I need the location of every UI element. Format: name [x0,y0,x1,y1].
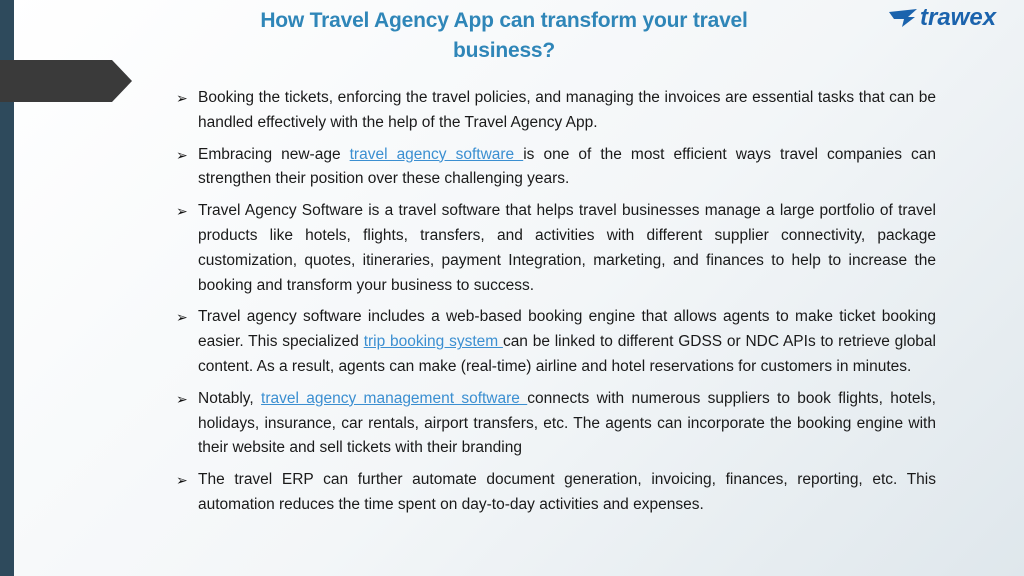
logo-swoosh-icon [888,8,918,28]
bullet-item [176,86,936,136]
bullet-text-segment: Notably, [198,389,262,407]
arrow-bullet-icon: ➢ [176,203,188,220]
bullet-text-segment: Booking the tickets, enforcing the travel policies, and managing the invoices are essential tasks that can be handled effectively with the help of the Travel Agency App. [198,89,936,131]
arrow-bullet-icon: ➢ [176,390,188,407]
bullet-text-segment: Embracing new-age [198,145,350,163]
bullet-item [176,387,936,461]
bullet-text-segment: The travel ERP can further automate document generation, invoicing, finances, reporting, etc. This automation reduces the time spent on day-to-day activities and expenses. [198,471,936,513]
arrow-bullet-icon: ➢ [176,309,188,326]
brand-logo [888,4,1018,32]
inline-link[interactable]: travel agency software [349,145,524,163]
bullet-text-segment: Travel agency software includes a web-based booking engine that allows agents to make ticket booking easier. This specialized [198,308,936,351]
bullet-list [176,86,936,525]
page-title: How Travel Agency App can transform your travel business? [260,9,748,62]
bullet-text [198,387,936,461]
bullet-text-segment: is one of the most efficient ways travel companies can strengthen their position over these challenging years. [198,145,936,188]
bullet-item [176,468,936,518]
bullet-item [176,305,936,379]
bullet-text [198,143,936,193]
arrow-bullet-icon: ➢ [176,90,188,106]
arrow-bullet-icon: ➢ [176,146,188,163]
bullet-text-segment: connects with numerous suppliers to book flights, hotels, holidays, insurance, car rentals, airport transfers, etc. The agents can incorporate the booking engine with their website and sell tickets with their branding [198,389,936,457]
bullet-text [198,468,936,518]
arrow-bullet-icon: ➢ [176,472,188,489]
bullet-text [198,305,936,379]
bullet-text [198,86,936,136]
bullet-item [176,199,936,298]
bullet-item [176,143,936,193]
inline-link[interactable]: trip booking system [363,333,503,351]
inline-link[interactable]: travel agency management software [261,389,528,407]
bullet-text [198,199,936,298]
bullet-text-segment: can be linked to different GDSS or NDC APIs to retrieve global content. As a result, agents can make (real-time) airline and hotel reservations for customers in minutes. [198,333,936,375]
bullet-text-segment: Travel Agency Software is a travel software that helps travel businesses manage a large portfolio of travel products like hotels, flights, transfers, and activities with different supplier connectivity, package customization, quotes, itineraries, payment Integration, marketing, and finances to help to increase the booking and transform your business to success. [198,202,936,294]
logo-text: trawex [920,4,997,31]
left-arrow-tab [0,60,132,102]
